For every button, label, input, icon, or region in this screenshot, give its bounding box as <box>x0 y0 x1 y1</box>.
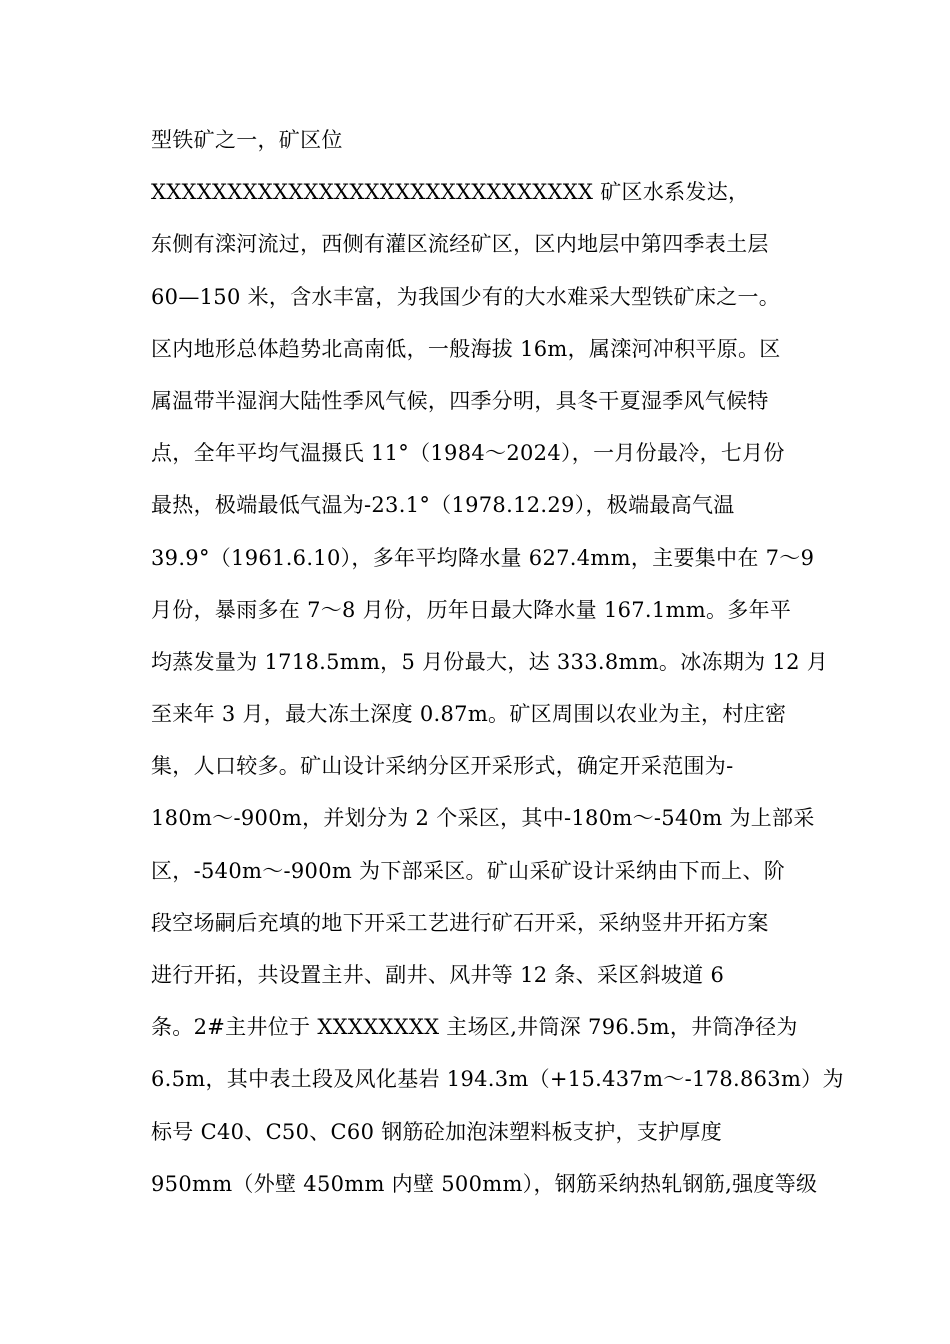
text-line: 点，全年平均气温摄氏 11°（1984～2024），一月份最冷，七月份 <box>151 441 785 466</box>
text-line: 段空场嗣后充填的地下开采工艺进行矿石开采，采纳竖井开拓方案 <box>151 910 769 935</box>
text-line: 最热，极端最低气温为-23.1°（1978.12.29），极端最高气温 <box>151 493 735 518</box>
text-line: 月份，暴雨多在 7～8 月份，历年日最大降水量 167.1mm。多年平 <box>151 597 792 622</box>
text-line: 条。2#主井位于 XXXXXXXX 主场区,井筒深 796.5m，井筒净径为 <box>151 1015 798 1040</box>
text-line: XXXXXXXXXXXXXXXXXXXXXXXXXXXXX 矿区水系发达， <box>151 180 750 205</box>
text-line: 区，-540m～-900m 为下部采区。矿山采矿设计采纳由下而上、阶 <box>151 858 786 883</box>
body-text <box>151 114 844 1210</box>
text-line: 950mm（外壁 450mm 内壁 500mm），钢筋采纳热轧钢筋,强度等级 <box>151 1171 818 1196</box>
text-line: 标号 C40、C50、C60 钢筋砼加泡沫塑料板支护，支护厚度 <box>151 1119 723 1144</box>
text-line: 180m～-900m，并划分为 2 个采区，其中-180m～-540m 为上部采 <box>151 806 815 831</box>
text-line: 区内地形总体趋势北高南低，一般海拔 16m，属滦河冲积平原。区 <box>151 336 781 361</box>
text-line: 东侧有滦河流过，西侧有灌区流经矿区，区内地层中第四季表土层 <box>151 232 769 257</box>
text-line: 型铁矿之一，矿区位 <box>151 128 343 152</box>
text-line: 属温带半湿润大陆性季风气候，四季分明，具冬干夏湿季风气候特 <box>151 388 769 413</box>
text-line: 至来年 3 月，最大冻土深度 0.87m。矿区周围以农业为主，村庄密 <box>151 702 787 727</box>
text-line: 60—150 米，含水丰富，为我国少有的大水难采大型铁矿床之一。 <box>151 284 781 309</box>
text-line: 进行开拓，共设置主井、副井、风井等 12 条、采区斜坡道 6 <box>151 963 725 987</box>
text-line: 集，人口较多。矿山设计采纳分区开采形式，确定开采范围为- <box>151 754 734 779</box>
text-line: 6.5m，其中表土段及风化基岩 194.3m（+15.437m～-178.863m）为 <box>151 1067 844 1092</box>
text-line: 均蒸发量为 1718.5mm，5 月份最大，达 333.8mm。冰冻期为 12 月 <box>151 649 829 674</box>
text-line: 39.9°（1961.6.10），多年平均降水量 627.4mm，主要集中在 7～9 <box>151 545 815 570</box>
